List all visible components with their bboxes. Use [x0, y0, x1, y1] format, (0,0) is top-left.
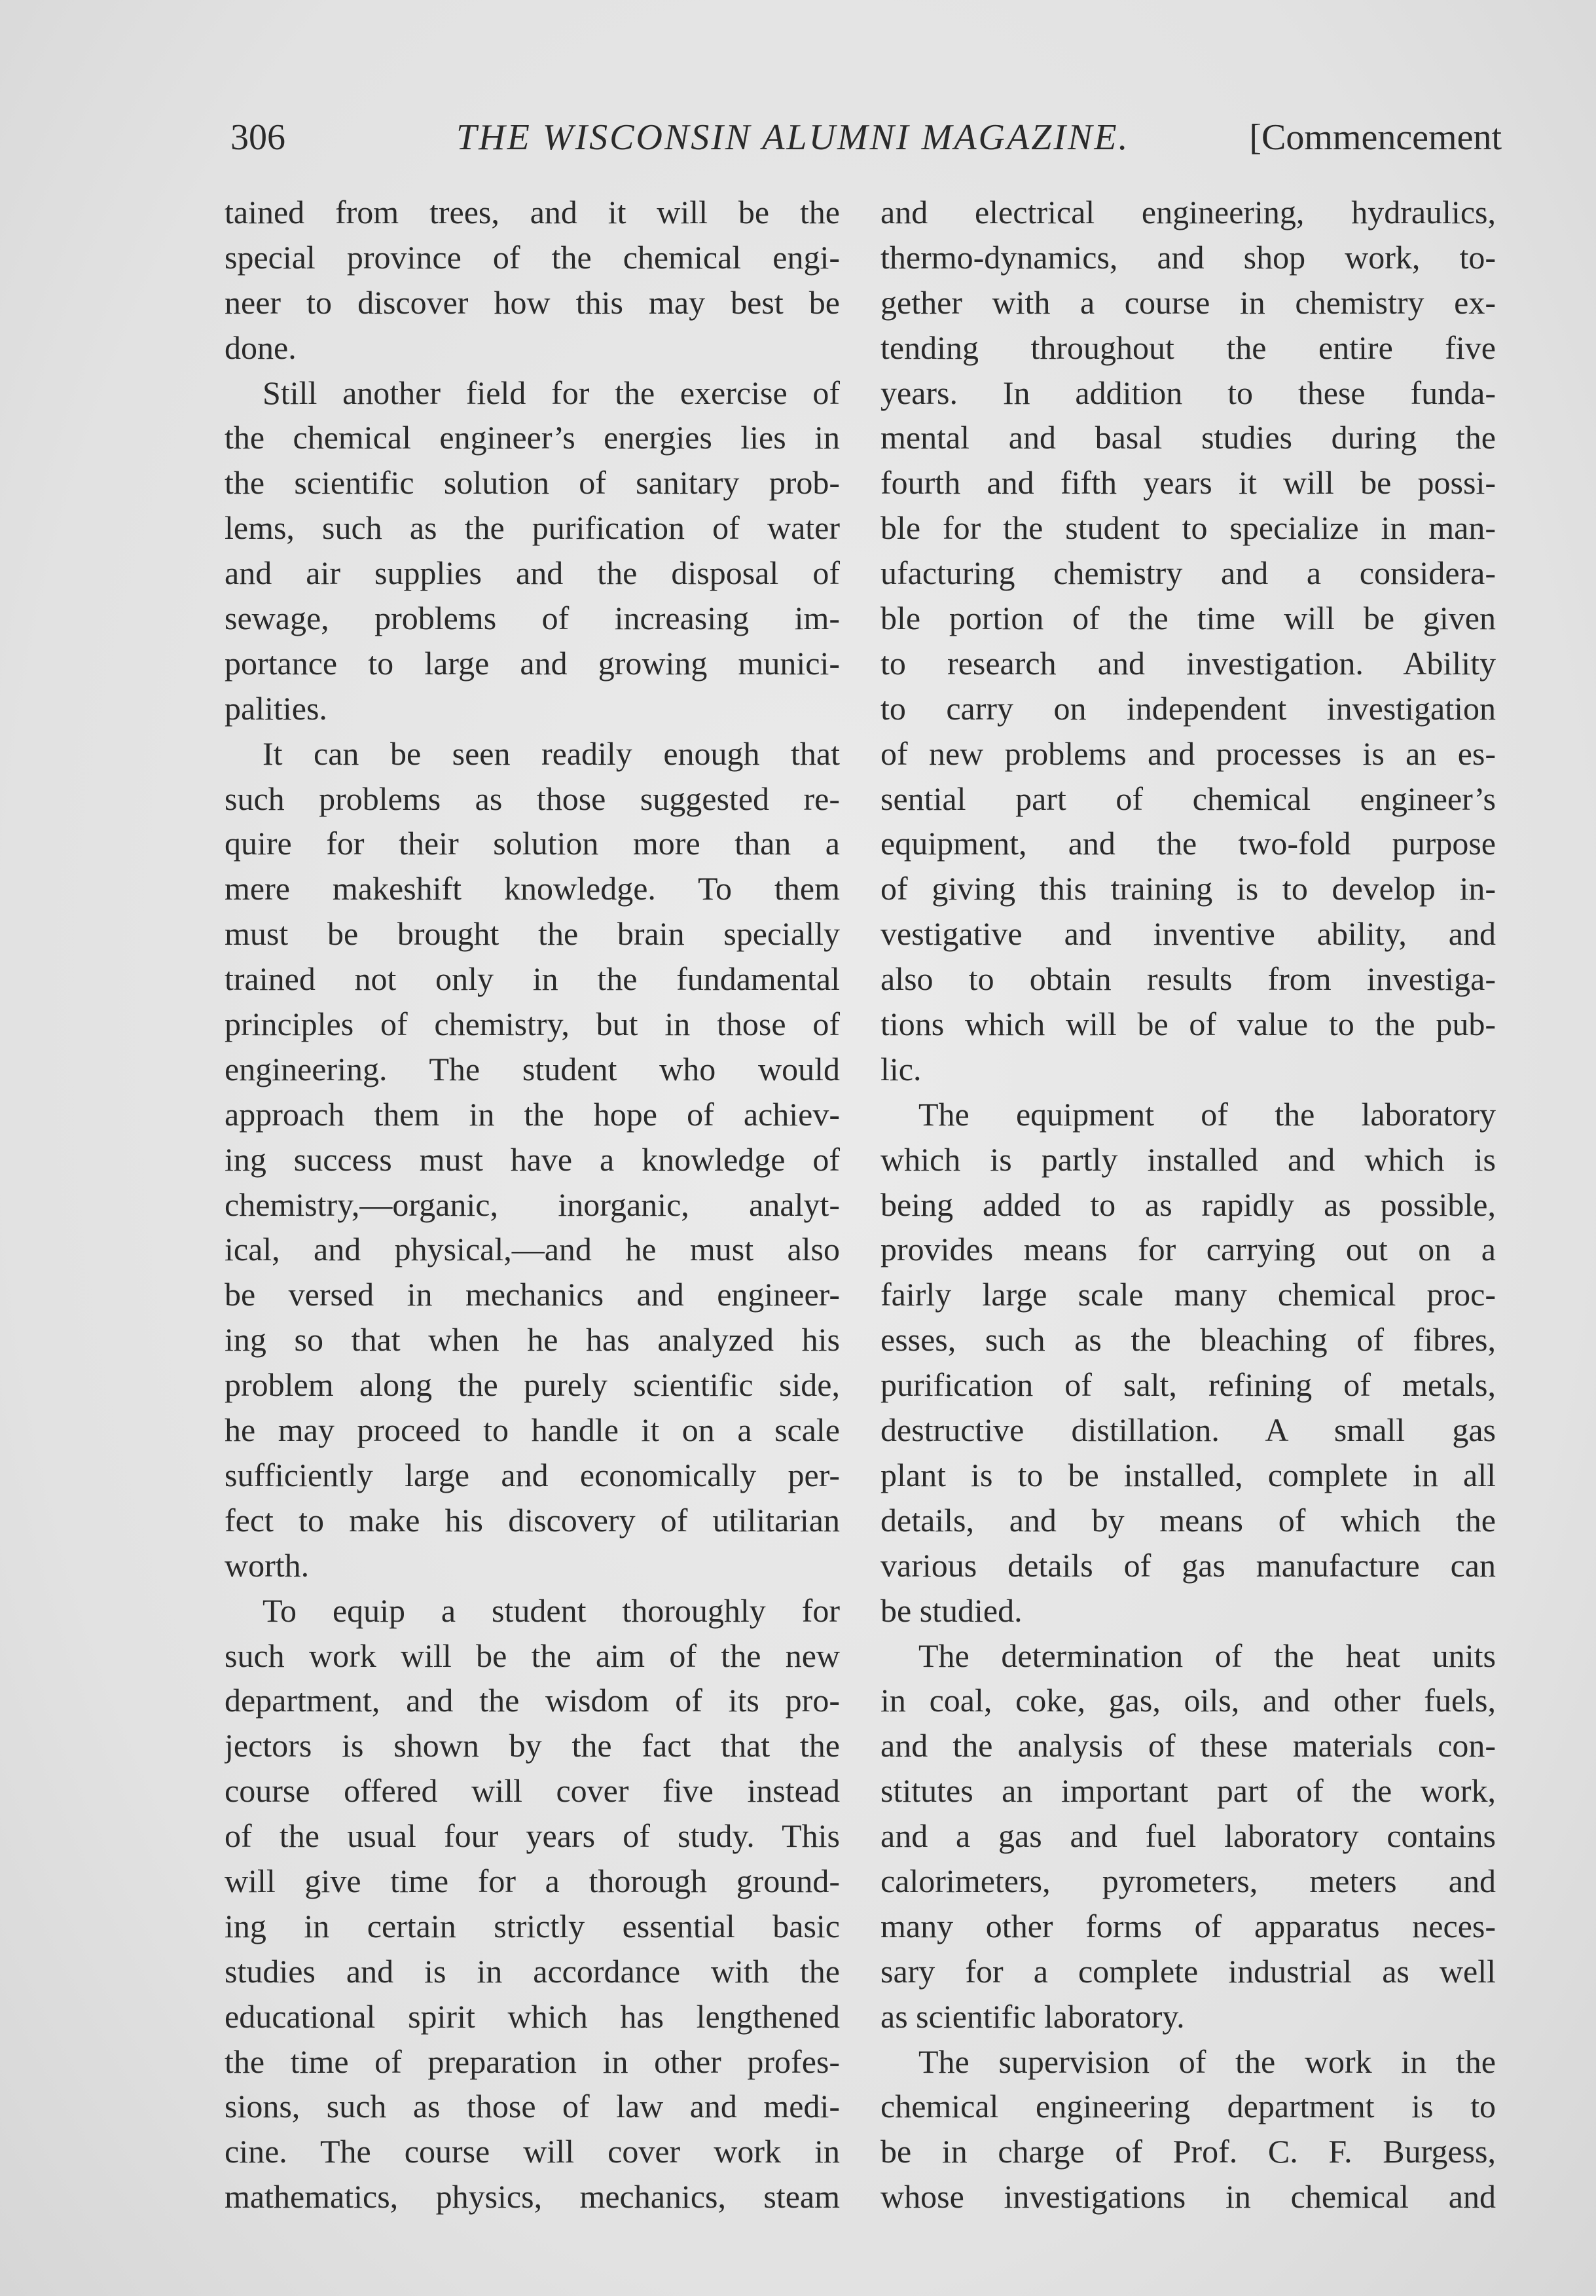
text-line: ing in certain strictly essential basic	[225, 1907, 840, 1944]
text-line: lic.	[880, 1050, 922, 1087]
text-line: also to obtain results from investiga-	[880, 960, 1496, 998]
text-line: cine. The course will cover work in	[225, 2133, 840, 2170]
text-line: sary for a complete industrial as well	[880, 1952, 1496, 1990]
text-line: to carry on independent investigation	[880, 689, 1496, 727]
text-line: The determination of the heat units	[918, 1637, 1496, 1674]
text-line: will give time for a thorough ground-	[225, 1862, 840, 1899]
text-line: calorimeters, pyrometers, meters and	[880, 1862, 1496, 1899]
section-label: [Commencement	[1249, 117, 1502, 158]
text-line: of new problems and processes is an es-	[880, 735, 1496, 772]
text-line: tained from trees, and it will be the	[225, 194, 840, 230]
text-line: ble for the student to specialize in man-	[880, 509, 1496, 547]
text-line: of giving this training is to develop in-	[880, 870, 1496, 907]
text-line: the chemical engineer’s energies lies in	[225, 419, 840, 456]
text-line: special province of the chemical engi-	[225, 238, 840, 276]
left-text-column	[225, 190, 840, 2219]
running-header	[230, 111, 1502, 164]
text-line: being added to as rapidly as possible,	[880, 1186, 1496, 1223]
text-line: must be brought the brain specially	[225, 915, 840, 953]
text-line: which is partly installed and which is	[880, 1140, 1496, 1178]
text-line: chemistry,—organic, inorganic, analyt-	[225, 1186, 840, 1223]
text-line: worth.	[225, 1546, 310, 1584]
text-line: esses, such as the bleaching of fibres,	[880, 1321, 1496, 1358]
text-line: mathematics, physics, mechanics, steam	[225, 2178, 840, 2215]
text-line: such problems as those suggested re-	[225, 780, 840, 817]
right-text-column	[880, 190, 1496, 2219]
text-line: fairly large scale many chemical proc-	[880, 1276, 1496, 1313]
text-line: gether with a course in chemistry ex-	[880, 283, 1496, 321]
text-line: mere makeshift knowledge. To them	[225, 870, 840, 907]
text-line: he may proceed to handle it on a scale	[225, 1412, 840, 1449]
text-line: To equip a student thoroughly for	[263, 1592, 840, 1629]
text-line: mental and basal studies during the	[880, 419, 1496, 456]
text-line: as scientific laboratory.	[880, 1997, 1185, 2035]
text-line: neer to discover how this may best be	[225, 283, 840, 321]
text-line: in coal, coke, gas, oils, and other fuels,	[880, 1682, 1496, 1719]
text-line: palities.	[225, 689, 327, 727]
text-line: purification of salt, refining of metals,	[880, 1366, 1496, 1404]
text-line: principles of chemistry, but in those of	[225, 1006, 840, 1043]
text-line: ing so that when he has analyzed his	[225, 1321, 840, 1358]
text-line: sential part of chemical engineer’s	[880, 780, 1496, 817]
text-line: sewage, problems of increasing im-	[225, 600, 840, 637]
text-line: provides means for carrying out on a	[880, 1231, 1496, 1268]
text-line: vestigative and inventive ability, and	[880, 915, 1496, 953]
text-line: fourth and fifth years it will be possi-	[880, 464, 1496, 501]
text-line: Still another field for the exercise of	[263, 374, 840, 411]
text-line: ical, and physical,—and he must also	[225, 1231, 840, 1268]
text-line: problem along the purely scientific side,	[225, 1366, 840, 1404]
text-line: destructive distillation. A small gas	[880, 1412, 1496, 1449]
text-line: tending throughout the entire five	[880, 329, 1496, 366]
text-line: ing success must have a knowledge of	[225, 1140, 840, 1178]
text-line: and air supplies and the disposal of	[225, 555, 840, 592]
text-line: lems, such as the purification of water	[225, 509, 840, 547]
text-line: the time of preparation in other profes-	[225, 2043, 840, 2080]
text-line: fect to make his discovery of utilitarian	[225, 1501, 840, 1539]
text-line: equipment, and the two-fold purpose	[880, 825, 1496, 862]
text-line: such work will be the aim of the new	[225, 1637, 840, 1674]
text-line: and the analysis of these materials con-	[880, 1727, 1496, 1764]
text-line: of the usual four years of study. This	[225, 1817, 840, 1855]
text-line: chemical engineering department is to	[880, 2088, 1496, 2125]
page-number: 306	[230, 117, 285, 158]
text-line: whose investigations in chemical and	[880, 2178, 1496, 2215]
text-line: be versed in mechanics and engineer-	[225, 1276, 840, 1313]
text-line: studies and is in accordance with the	[225, 1952, 840, 1990]
text-line: ble portion of the time will be given	[880, 600, 1496, 637]
text-line: engineering. The student who would	[225, 1050, 840, 1087]
text-line: the scientific solution of sanitary prob-	[225, 464, 840, 501]
text-line: ufacturing chemistry and a considera-	[880, 555, 1496, 592]
text-line: course offered will cover five instead	[225, 1772, 840, 1810]
text-line: and a gas and fuel laboratory contains	[880, 1817, 1496, 1855]
text-line: sufficiently large and economically per-	[225, 1456, 840, 1493]
text-line: plant is to be installed, complete in all	[880, 1456, 1496, 1493]
text-line: be in charge of Prof. C. F. Burgess,	[880, 2133, 1496, 2170]
text-line: years. In addition to these funda-	[880, 374, 1496, 411]
text-line: many other forms of apparatus neces-	[880, 1907, 1496, 1944]
text-line: details, and by means of which the	[880, 1501, 1496, 1539]
text-line: various details of gas manufacture can	[880, 1546, 1496, 1584]
text-line: educational spirit which has lengthened	[225, 1997, 840, 2035]
text-line: to research and investigation. Ability	[880, 644, 1496, 682]
text-line: done.	[225, 329, 297, 366]
text-line: quire for their solution more than a	[225, 825, 840, 862]
text-line: tions which will be of value to the pub-	[880, 1006, 1496, 1043]
text-line: The supervision of the work in the	[918, 2043, 1496, 2080]
text-line: The equipment of the laboratory	[918, 1095, 1496, 1133]
text-line: approach them in the hope of achiev-	[225, 1095, 840, 1133]
magazine-title: THE WISCONSIN ALUMNI MAGAZINE.	[456, 117, 1130, 158]
text-line: and electrical engineering, hydraulics,	[880, 194, 1496, 230]
text-line: It can be seen readily enough that	[263, 735, 840, 772]
text-line: stitutes an important part of the work,	[880, 1772, 1496, 1810]
text-line: portance to large and growing munici-	[225, 644, 840, 682]
text-line: sions, such as those of law and medi-	[225, 2088, 840, 2125]
text-line: trained not only in the fundamental	[225, 960, 840, 998]
text-line: be studied.	[880, 1592, 1023, 1629]
text-line: department, and the wisdom of its pro-	[225, 1682, 840, 1719]
text-line: jectors is shown by the fact that the	[225, 1727, 840, 1764]
text-line: thermo-dynamics, and shop work, to-	[880, 238, 1496, 276]
